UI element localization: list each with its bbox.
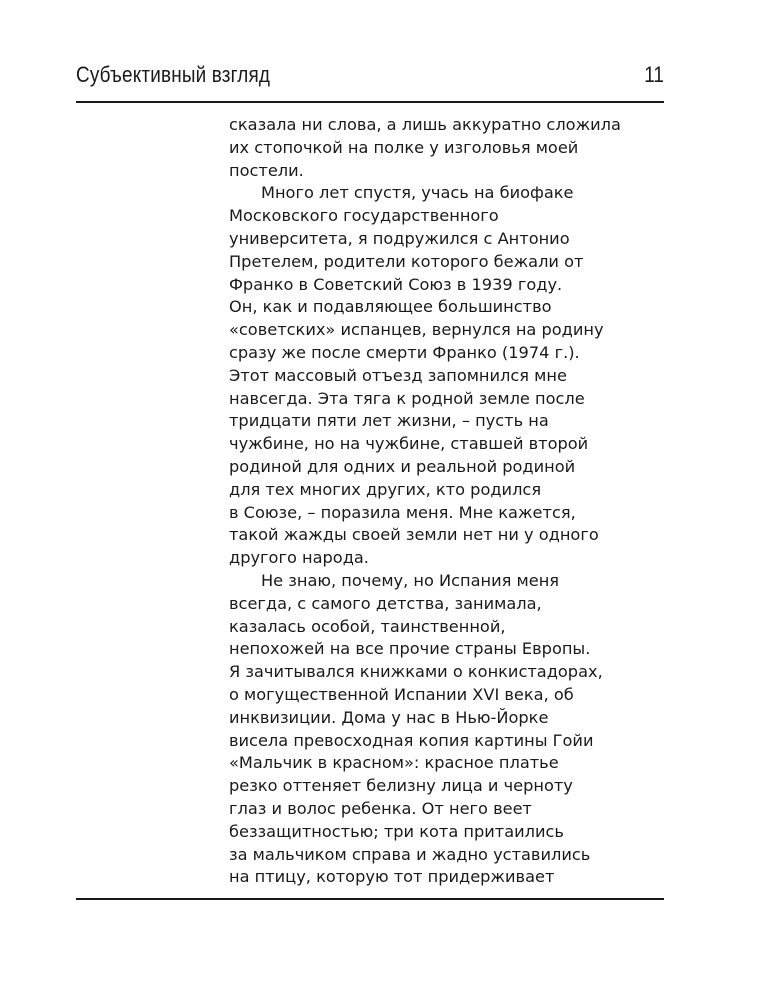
text-line: висела превосходная копия картины Гойи: [229, 730, 594, 750]
footer-rule: [76, 898, 664, 900]
text-line: Он, как и подавляющее большинство: [229, 297, 552, 317]
text-line: в Союзе, – поразила меня. Мне кажется,: [229, 502, 576, 522]
text-line: навсегда. Эта тяга к родной земле после: [229, 388, 585, 408]
text-line: их стопочкой на полке у изголовья моей: [229, 137, 579, 157]
text-line: Не знаю, почему, но Испания меня: [261, 570, 560, 590]
text-line: казалась особой, таинственной,: [229, 616, 506, 636]
text-line: беззащитностью; три кота притаились: [229, 821, 564, 841]
text-line: «советских» испанцев, вернулся на родину: [229, 320, 604, 340]
text-line: постели.: [229, 160, 304, 180]
text-line: Московского государственного: [229, 206, 499, 226]
text-line: университета, я подружился с Антонио: [229, 228, 570, 248]
text-line: Много лет спустя, учась на биофаке: [261, 183, 574, 203]
page-header: [76, 62, 664, 102]
text-line: чужбине, но на чужбине, ставшей второй: [229, 434, 589, 454]
page-number: 11: [644, 62, 664, 87]
text-line: тридцати пяти лет жизни, – пусть на: [229, 411, 549, 431]
text-line: глаз и волос ребенка. От него веет: [229, 798, 532, 818]
text-line: родиной для одних и реальной родиной: [229, 456, 576, 476]
text-line: такой жажды своей земли нет ни у одного: [229, 525, 599, 545]
text-line: на птицу, которую тот придерживает: [229, 867, 555, 887]
text-line: другого народа.: [229, 548, 369, 568]
header-rule: [76, 101, 664, 103]
text-line: Франко в Советский Союз в 1939 году.: [229, 274, 563, 294]
text-line: Претелем, родители которого бежали от: [229, 251, 584, 271]
text-line: за мальчиком справа и жадно уставились: [229, 844, 591, 864]
body-text: [229, 114, 649, 889]
text-line: инквизиции. Дома у нас в Нью-Йорке: [229, 707, 549, 727]
running-title: Субъективный взгляд: [76, 62, 271, 87]
text-line: сказала ни слова, а лишь аккуратно сложила: [229, 115, 621, 134]
text-line: о могущественной Испании XVI века, об: [229, 684, 574, 704]
text-line: Я зачитывался книжками о конкистадорах,: [229, 662, 603, 682]
text-line: Этот массовый отъезд запомнился мне: [229, 365, 567, 385]
text-line: «Мальчик в красном»: красное платье: [229, 753, 559, 773]
text-line: для тех многих других, кто родился: [229, 479, 542, 499]
text-line: резко оттеняет белизну лица и черноту: [229, 776, 573, 796]
text-line: непохожей на все прочие страны Европы.: [229, 639, 591, 659]
text-line: всегда, с самого детства, занимала,: [229, 593, 542, 613]
text-line: сразу же после смерти Франко (1974 г.).: [229, 342, 580, 362]
